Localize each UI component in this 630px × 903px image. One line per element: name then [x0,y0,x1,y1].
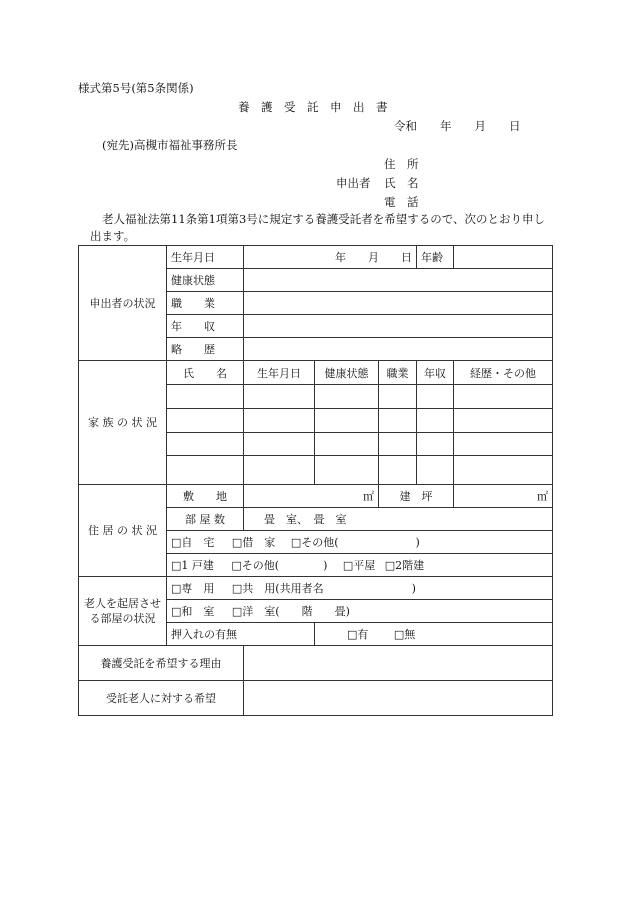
room-section-label: 老人を起居させる部屋の状況 [79,577,167,646]
income-value[interactable] [244,315,553,338]
applicant-address-label: 住 所 [384,157,419,171]
history-value[interactable] [244,338,553,361]
reason-row [79,646,553,681]
family-header-other: 経歴・その他 [454,361,553,385]
family-cell[interactable] [244,433,315,456]
job-label: 職 業 [167,292,244,315]
document-title: 養 護 受 託 申 出 書 [238,100,388,114]
job-value[interactable] [244,292,553,315]
application-form-table [78,245,553,716]
birthdate-value[interactable]: 年 月 日 [244,246,417,269]
site-label: 敷 地 [167,485,244,508]
floor-label: 建 坪 [379,485,454,508]
family-header-birthdate: 生年月日 [244,361,315,385]
closet-yes-checkbox[interactable]: □有 [347,628,369,641]
applicant-name-label: 氏 名 [384,176,419,190]
family-cell[interactable] [379,456,417,485]
wish-label: 受託老人に対する希望 [79,681,244,716]
family-cell[interactable] [167,385,244,409]
family-cell[interactable] [167,433,244,456]
family-header-health: 健康状態 [315,361,379,385]
family-cell[interactable] [167,456,244,485]
birthdate-label: 生年月日 [167,246,244,269]
family-cell[interactable] [315,409,379,433]
applicant-birthdate-row [79,246,553,269]
family-cell[interactable] [379,409,417,433]
applicant-section-label: 申出者の状況 [79,246,167,361]
income-label: 年 収 [167,315,244,338]
residence-site-row [79,485,553,508]
family-cell[interactable] [417,456,454,485]
room-style-options [167,600,553,623]
family-cell[interactable] [454,385,553,409]
room-usage-row [79,577,553,600]
rooms-value[interactable]: 畳 室、 畳 室 [244,508,553,531]
family-cell[interactable] [379,433,417,456]
health-label: 健康状態 [167,269,244,292]
family-cell[interactable] [244,385,315,409]
family-cell[interactable] [244,409,315,433]
site-value[interactable]: ㎡ [244,485,379,508]
detached-house-checkbox[interactable]: □1 戸建 [171,559,214,572]
building-type-options [167,554,553,577]
history-label: 略 歴 [167,338,244,361]
wish-row [79,681,553,716]
room-usage-options [167,577,553,600]
family-cell[interactable] [417,433,454,456]
closet-options [315,623,553,646]
wish-value[interactable] [244,681,553,716]
other-building-checkbox[interactable]: □その他( ) [231,559,328,572]
family-cell[interactable] [167,409,244,433]
residence-section-label: 住 居 の 状 況 [79,485,167,577]
family-cell[interactable] [315,385,379,409]
applicant-prefix: 申出者 [336,176,371,190]
rented-house-checkbox[interactable]: □借 家 [231,536,276,549]
family-cell[interactable] [315,433,379,456]
rooms-label: 部 屋 数 [167,508,244,531]
form-number: 様式第5号(第5条関係) [78,81,194,95]
addressee: (宛先)高槻市福祉事務所長 [102,138,238,152]
reason-value[interactable] [244,646,553,681]
own-house-checkbox[interactable]: □自 宅 [171,536,215,549]
single-story-checkbox[interactable]: □平屋 [342,559,376,572]
closet-label: 押入れの有無 [167,623,315,646]
applicant-phone-label: 電 話 [384,195,419,209]
exclusive-room-checkbox[interactable]: □専 用 [171,582,215,595]
family-cell[interactable] [454,456,553,485]
family-cell[interactable] [454,433,553,456]
family-header-income: 年収 [417,361,454,385]
family-cell[interactable] [379,385,417,409]
western-room-checkbox[interactable]: □洋 室( 階 畳) [231,605,350,618]
health-value[interactable] [244,269,553,292]
age-value[interactable] [454,246,553,269]
floor-value[interactable]: ㎡ [454,485,553,508]
date-line: 令和 年 月 日 [394,119,521,133]
age-label: 年齢 [417,246,454,269]
family-cell[interactable] [417,409,454,433]
body-text-line2: 出ます。 [90,229,136,243]
two-story-checkbox[interactable]: □2階建 [384,559,425,572]
family-cell[interactable] [315,456,379,485]
shared-room-checkbox[interactable]: □共 用(共用者名 ) [231,582,416,595]
family-header-job: 職業 [379,361,417,385]
reason-label: 養護受託を希望する理由 [79,646,244,681]
japanese-room-checkbox[interactable]: □和 室 [171,605,215,618]
ownership-options [167,531,553,554]
family-cell[interactable] [454,409,553,433]
other-ownership-checkbox[interactable]: □その他( ) [290,536,420,549]
family-header-name: 氏 名 [167,361,244,385]
family-cell[interactable] [417,385,454,409]
family-cell[interactable] [244,456,315,485]
closet-no-checkbox[interactable]: □無 [393,628,416,641]
family-header-row [79,361,553,385]
family-section-label: 家 族 の 状 況 [79,361,167,485]
body-text-line1: 老人福祉法第11条第1項第3号に規定する養護受託者を希望するので、次のとおり申し [102,212,546,226]
